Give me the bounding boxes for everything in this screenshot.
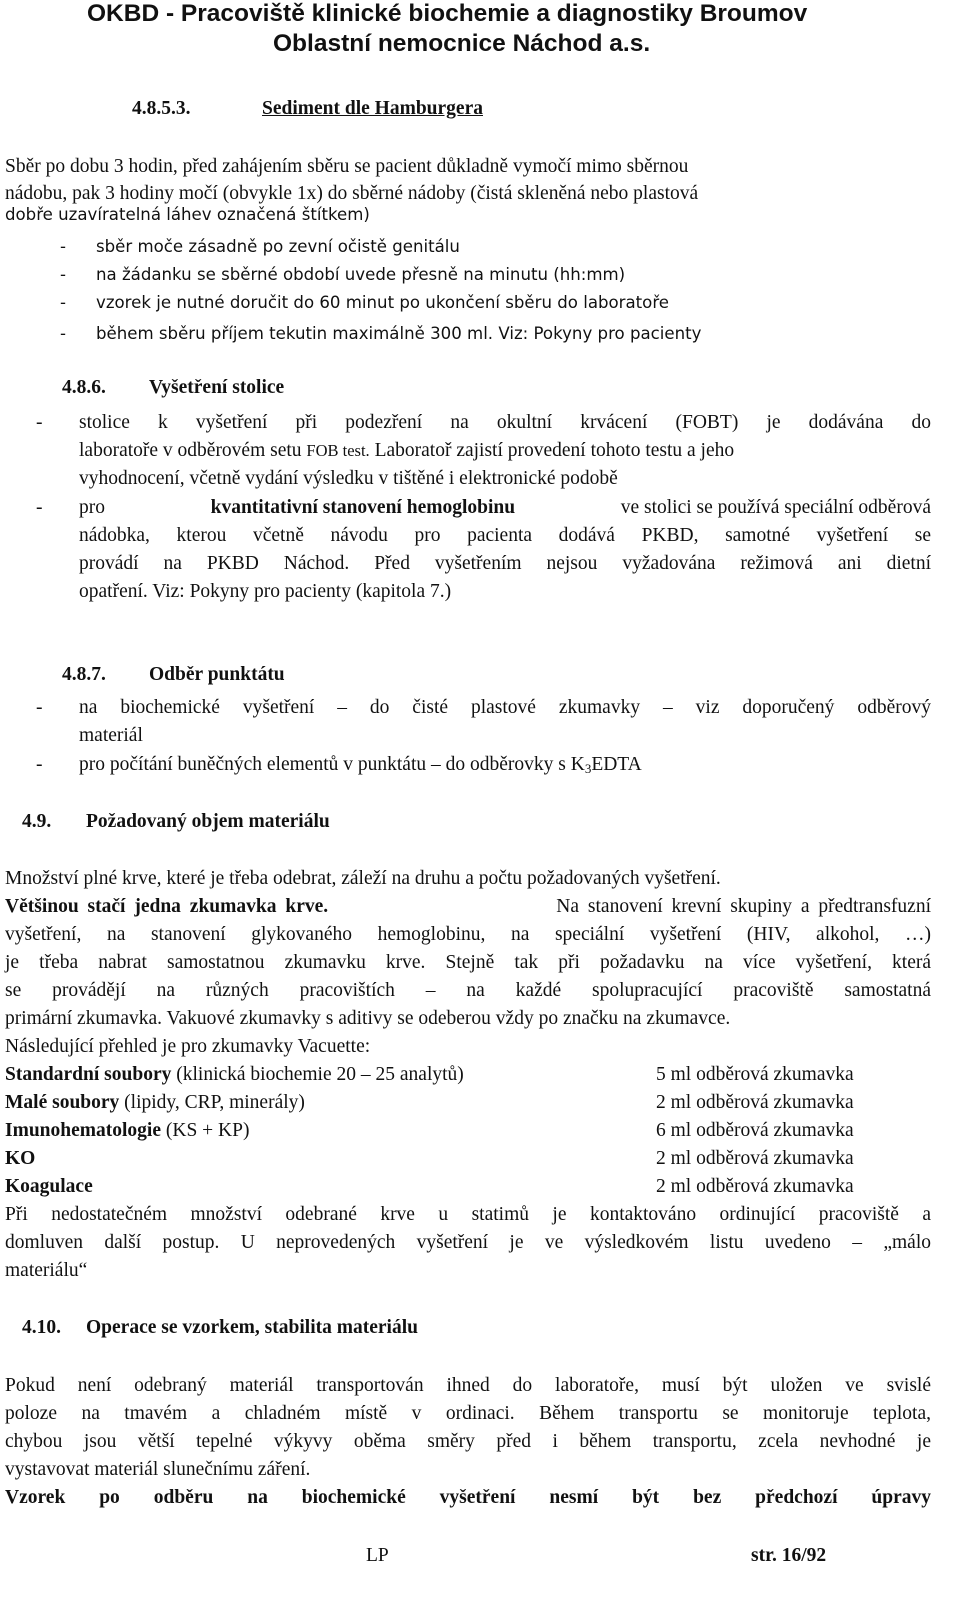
row-name: Standardní soubory [5, 1064, 172, 1085]
header-line1: OKBD - Pracoviště klinické biochemie a diagnostiky Broumov [87, 0, 808, 27]
text: pro počítání buněčných elementů v punktátu – do odběrovky s K [79, 754, 585, 775]
section-number: 4.8.6. [62, 377, 106, 398]
section-title: Sediment dle Hamburgera [262, 98, 483, 119]
paragraph-line: nádobu, pak 3 hodiny močí (obvykle 1x) do sběrné nádoby (čistá skleněná nebo plastová [5, 183, 699, 204]
bullet-dash: - [60, 324, 66, 343]
paragraph-line: je třeba nabrat samostatnou zkumavku krve. Stejně tak při požadavku na více vyšetření, která [5, 952, 931, 973]
bullet-dash: - [60, 237, 66, 256]
row-name: Koagulace [5, 1176, 93, 1197]
table-row [5, 1117, 249, 1145]
list-item: na žádanku se sběrné období uvede přesně na minutu (hh:mm) [96, 265, 626, 284]
bullet-dash: - [60, 265, 66, 284]
section-number: 4.8.5.3. [132, 98, 191, 119]
paragraph-line: dobře uzavíratelná láhev označená štítkem) [5, 205, 370, 224]
list-item-line: materiál [79, 725, 143, 746]
table-row [5, 1061, 464, 1089]
paragraph-line: materiálu“ [5, 1260, 88, 1281]
text: kvantitativní stanovení hemoglobinu [210, 497, 516, 518]
row-desc: (KS + KP) [161, 1120, 250, 1141]
row-name: KO [5, 1148, 36, 1169]
list-item-line: opatření. Viz: Pokyny pro pacienty (kapitola 7.) [79, 581, 452, 602]
row-desc: (lipidy, CRP, minerály) [119, 1092, 305, 1113]
list-item [79, 751, 642, 780]
list-item: během sběru příjem tekutin maximálně 300 ml. Viz: Pokyny pro pacienty [96, 324, 702, 343]
section-title: Operace se vzorkem, stabilita materiálu [86, 1317, 418, 1338]
row-volume: 5 ml odběrová zkumavka [656, 1064, 854, 1085]
list-item: sběr moče zásadně po zevní očistě genitálu [96, 237, 460, 256]
paragraph-line: domluven další postup. U neprovedených vyšetření je ve výsledkovém listu uvedeno – „málo [5, 1232, 931, 1253]
paragraph-line: vyšetření, na stanovení glykovaného hemoglobinu, na speciální vyšetření (HIV, alkohol, …) [5, 924, 931, 945]
list-item: stolice k vyšetření při podezření na okultní krvácení (FOBT) je dodávána do [79, 412, 931, 433]
paragraph-line: vystavovat materiál slunečnímu záření. [5, 1459, 311, 1480]
table-row [5, 1089, 305, 1117]
text: ve stolici se používá speciální odběrová [620, 497, 931, 518]
paragraph-line: poloze na tmavém a chladném místě v ordinaci. Během transportu se monitoruje teplota, [5, 1403, 931, 1424]
row-name: Imunohematologie [5, 1120, 161, 1141]
bullet-dash: - [36, 412, 43, 433]
text: EDTA [591, 754, 642, 775]
table-row [5, 1173, 93, 1201]
paragraph-line: chybou jsou větší tepelné výkyvy oběma směry před i během transportu, zcela nevhodné je [5, 1431, 931, 1452]
bullet-dash: - [60, 293, 66, 312]
paragraph-line: Při nedostatečném množství odebrané krve u statimů je kontaktováno ordinující pracoviště a [5, 1204, 931, 1225]
footer-left: LP [366, 1545, 389, 1566]
paragraph-line: Následující přehled je pro zkumavky Vacuette: [5, 1036, 371, 1057]
subscript: 3 [584, 761, 592, 776]
row-volume: 2 ml odběrová zkumavka [656, 1092, 854, 1113]
page-number: str. 16/92 [751, 1545, 827, 1566]
bullet-dash: - [36, 754, 43, 775]
section-title: Vyšetření stolice [149, 377, 285, 398]
text: FOB test. [306, 441, 370, 460]
row-volume: 2 ml odběrová zkumavka [656, 1148, 854, 1169]
list-item: vzorek je nutné doručit do 60 minut po ukončení sběru do laboratoře [96, 293, 669, 312]
text: pro [79, 497, 105, 518]
list-item-line: nádobka, kterou včetně návodu pro pacienta dodává PKBD, samotné vyšetření se [79, 525, 931, 546]
bullet-dash: - [36, 497, 43, 518]
paragraph-line: Množství plné krve, které je třeba odebrat, záleží na druhu a počtu požadovaných vyšetření. [5, 868, 721, 889]
section-number: 4.10. [22, 1317, 61, 1338]
table-row [5, 1145, 35, 1173]
row-name: Malé soubory [5, 1092, 120, 1113]
list-item-line [79, 437, 734, 465]
section-title: Odběr punktátu [149, 664, 285, 685]
paragraph-line: Sběr po dobu 3 hodin, před zahájením sběru se pacient důkladně vymočí mimo sběrnou [5, 156, 689, 177]
list-item-line: vyhodnocení, včetně vydání výsledku v tištěné i elektronické podobě [79, 468, 618, 489]
paragraph-line: se provádějí na různých pracovištích – na každé spolupracující pracoviště samostatná [5, 980, 931, 1001]
row-volume: 6 ml odběrová zkumavka [656, 1120, 854, 1141]
section-title: Požadovaný objem materiálu [86, 811, 330, 832]
row-volume: 2 ml odběrová zkumavka [656, 1176, 854, 1197]
text: Většinou stačí jedna zkumavka krve. [5, 896, 329, 917]
section-number: 4.9. [22, 811, 52, 832]
text: laboratoře v odběrovém setu [79, 440, 302, 461]
list-item: na biochemické vyšetření – do čisté plastové zkumavky – viz doporučený odběrový [79, 697, 931, 718]
header-line2: Oblastní nemocnice Náchod a.s. [273, 30, 651, 57]
paragraph-line: primární zkumavka. Vakuové zkumavky s aditivy se odeberou vždy po značku na zkumavce. [5, 1008, 731, 1029]
text: Laboratoř zajistí provedení tohoto testu a jeho [374, 440, 735, 461]
row-desc: (klinická biochemie 20 – 25 analytů) [171, 1064, 464, 1085]
paragraph-line: Pokud není odebraný materiál transportován ihned do laboratoře, musí být uložen ve svislé [5, 1375, 931, 1396]
list-item-line [79, 494, 931, 522]
paragraph-line: Vzorek po odběru na biochemické vyšetření nesmí být bez předchozí úpravy [5, 1487, 931, 1508]
section-number: 4.8.7. [62, 664, 106, 685]
text: Na stanovení krevní skupiny a předtransfuzní [556, 896, 931, 917]
list-item-line: provádí na PKBD Náchod. Před vyšetřením nejsou vyžadována režimová ani dietní [79, 553, 931, 574]
bullet-dash: - [36, 697, 43, 718]
paragraph-line [5, 893, 931, 921]
